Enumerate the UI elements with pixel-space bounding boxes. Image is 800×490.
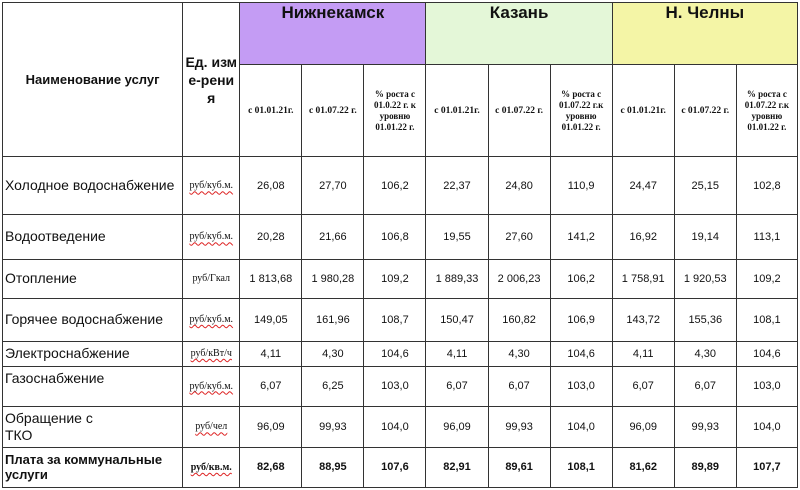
value-cell: 6,07 — [612, 366, 674, 406]
value-cell: 155,36 — [674, 298, 736, 341]
pct-cell: 106,8 — [364, 215, 426, 259]
value-cell: 96,09 — [612, 406, 674, 447]
table-row — [3, 215, 798, 259]
value-cell: 88,95 — [302, 447, 364, 487]
pct-cell: 103,0 — [364, 366, 426, 406]
col-date-1-nizhnekamsk: с 01.01.21г. — [240, 65, 302, 157]
value-cell: 82,91 — [426, 447, 488, 487]
value-cell: 4,30 — [302, 341, 364, 366]
unit-cell: руб/куб.м. — [183, 298, 240, 341]
service-name: Газоснабжение — [3, 366, 183, 406]
pct-cell: 107,7 — [736, 447, 797, 487]
value-cell: 99,93 — [302, 406, 364, 447]
table-row — [3, 341, 798, 366]
value-cell: 6,07 — [240, 366, 302, 406]
tariff-comparison-table — [2, 2, 798, 488]
value-cell: 25,15 — [674, 157, 736, 215]
col-date-1-chelny: с 01.01.21г. — [612, 65, 674, 157]
value-cell: 26,08 — [240, 157, 302, 215]
value-cell: 16,92 — [612, 215, 674, 259]
header-row-cities — [3, 3, 798, 65]
value-cell: 99,93 — [674, 406, 736, 447]
unit-cell: руб/куб.м. — [183, 215, 240, 259]
value-cell: 27,70 — [302, 157, 364, 215]
col-pct-nizhnekamsk: % роста с 01.0.22 г. к уровню 01.01.22 г. — [364, 65, 426, 157]
pct-cell: 110,9 — [550, 157, 612, 215]
value-cell: 19,55 — [426, 215, 488, 259]
city-header-chelny: Н. Челны — [612, 3, 797, 65]
col-date-2-kazan: с 01.07.22 г. — [488, 65, 550, 157]
value-cell: 89,89 — [674, 447, 736, 487]
unit-cell: руб/чел — [183, 406, 240, 447]
value-cell: 1 920,53 — [674, 259, 736, 298]
service-name: Водоотведение — [3, 215, 183, 259]
unit-cell: руб/кв.м. — [183, 447, 240, 487]
value-cell: 4,30 — [674, 341, 736, 366]
pct-cell: 104,0 — [364, 406, 426, 447]
value-cell: 143,72 — [612, 298, 674, 341]
value-cell: 99,93 — [488, 406, 550, 447]
pct-cell: 107,6 — [364, 447, 426, 487]
pct-cell: 113,1 — [736, 215, 797, 259]
value-cell: 6,07 — [488, 366, 550, 406]
table-row-total — [3, 447, 798, 487]
value-cell: 6,07 — [674, 366, 736, 406]
col-pct-kazan: % роста с 01.07.22 г.к уровню 01.01.22 г. — [550, 65, 612, 157]
value-cell: 1 980,28 — [302, 259, 364, 298]
city-header-kazan: Казань — [426, 3, 612, 65]
value-cell: 96,09 — [240, 406, 302, 447]
pct-cell: 109,2 — [736, 259, 797, 298]
value-cell: 21,66 — [302, 215, 364, 259]
service-column-header: Наименование услуг — [3, 3, 183, 157]
pct-cell: 104,6 — [364, 341, 426, 366]
value-cell: 82,68 — [240, 447, 302, 487]
pct-cell: 108,7 — [364, 298, 426, 341]
unit-cell: руб/кВт/ч — [183, 341, 240, 366]
table-row — [3, 406, 798, 447]
value-cell: 4,11 — [612, 341, 674, 366]
pct-cell: 106,2 — [550, 259, 612, 298]
pct-cell: 102,8 — [736, 157, 797, 215]
table-row — [3, 157, 798, 215]
table-row — [3, 298, 798, 341]
unit-cell: руб/куб.м. — [183, 157, 240, 215]
value-cell: 149,05 — [240, 298, 302, 341]
pct-cell: 104,6 — [736, 341, 797, 366]
service-name-text: Обращение с ТКО — [5, 409, 93, 443]
value-cell: 89,61 — [488, 447, 550, 487]
unit-column-header-text: Ед. изме-рения — [185, 53, 238, 106]
value-cell: 150,47 — [426, 298, 488, 341]
table-row — [3, 366, 798, 406]
value-cell: 1 813,68 — [240, 259, 302, 298]
service-name: Отопление — [3, 259, 183, 298]
service-name — [3, 406, 183, 447]
pct-cell: 109,2 — [364, 259, 426, 298]
pct-cell: 108,1 — [550, 447, 612, 487]
pct-cell: 141,2 — [550, 215, 612, 259]
pct-cell: 104,0 — [550, 406, 612, 447]
service-name: Горячее водоснабжение — [3, 298, 183, 341]
pct-cell: 106,9 — [550, 298, 612, 341]
service-name: Электроснабжение — [3, 341, 183, 366]
pct-cell: 103,0 — [550, 366, 612, 406]
pct-cell: 104,0 — [736, 406, 797, 447]
pct-cell: 106,2 — [364, 157, 426, 215]
value-cell: 1 889,33 — [426, 259, 488, 298]
table-row — [3, 259, 798, 298]
value-cell: 6,25 — [302, 366, 364, 406]
unit-cell: руб/куб.м. — [183, 366, 240, 406]
col-pct-chelny: % роста с 01.07.22 г.к уровню 01.01.22 г. — [736, 65, 797, 157]
value-cell: 4,11 — [240, 341, 302, 366]
service-name-total: Плата за коммунальные услуги — [3, 447, 183, 487]
value-cell: 160,82 — [488, 298, 550, 341]
service-name: Холодное водоснабжение — [3, 157, 183, 215]
pct-cell: 104,6 — [550, 341, 612, 366]
unit-column-header — [183, 3, 240, 157]
value-cell: 161,96 — [302, 298, 364, 341]
value-cell: 20,28 — [240, 215, 302, 259]
value-cell: 22,37 — [426, 157, 488, 215]
value-cell: 81,62 — [612, 447, 674, 487]
value-cell: 19,14 — [674, 215, 736, 259]
pct-cell: 103,0 — [736, 366, 797, 406]
value-cell: 24,80 — [488, 157, 550, 215]
value-cell: 6,07 — [426, 366, 488, 406]
city-header-nizhnekamsk: Нижнекамск — [240, 3, 426, 65]
value-cell: 4,30 — [488, 341, 550, 366]
value-cell: 4,11 — [426, 341, 488, 366]
unit-cell: руб/Гкал — [183, 259, 240, 298]
value-cell: 24,47 — [612, 157, 674, 215]
value-cell: 1 758,91 — [612, 259, 674, 298]
col-date-2-chelny: с 01.07.22 г. — [674, 65, 736, 157]
col-date-2-nizhnekamsk: с 01.07.22 г. — [302, 65, 364, 157]
value-cell: 96,09 — [426, 406, 488, 447]
pct-cell: 108,1 — [736, 298, 797, 341]
col-date-1-kazan: с 01.01.21г. — [426, 65, 488, 157]
value-cell: 2 006,23 — [488, 259, 550, 298]
value-cell: 27,60 — [488, 215, 550, 259]
